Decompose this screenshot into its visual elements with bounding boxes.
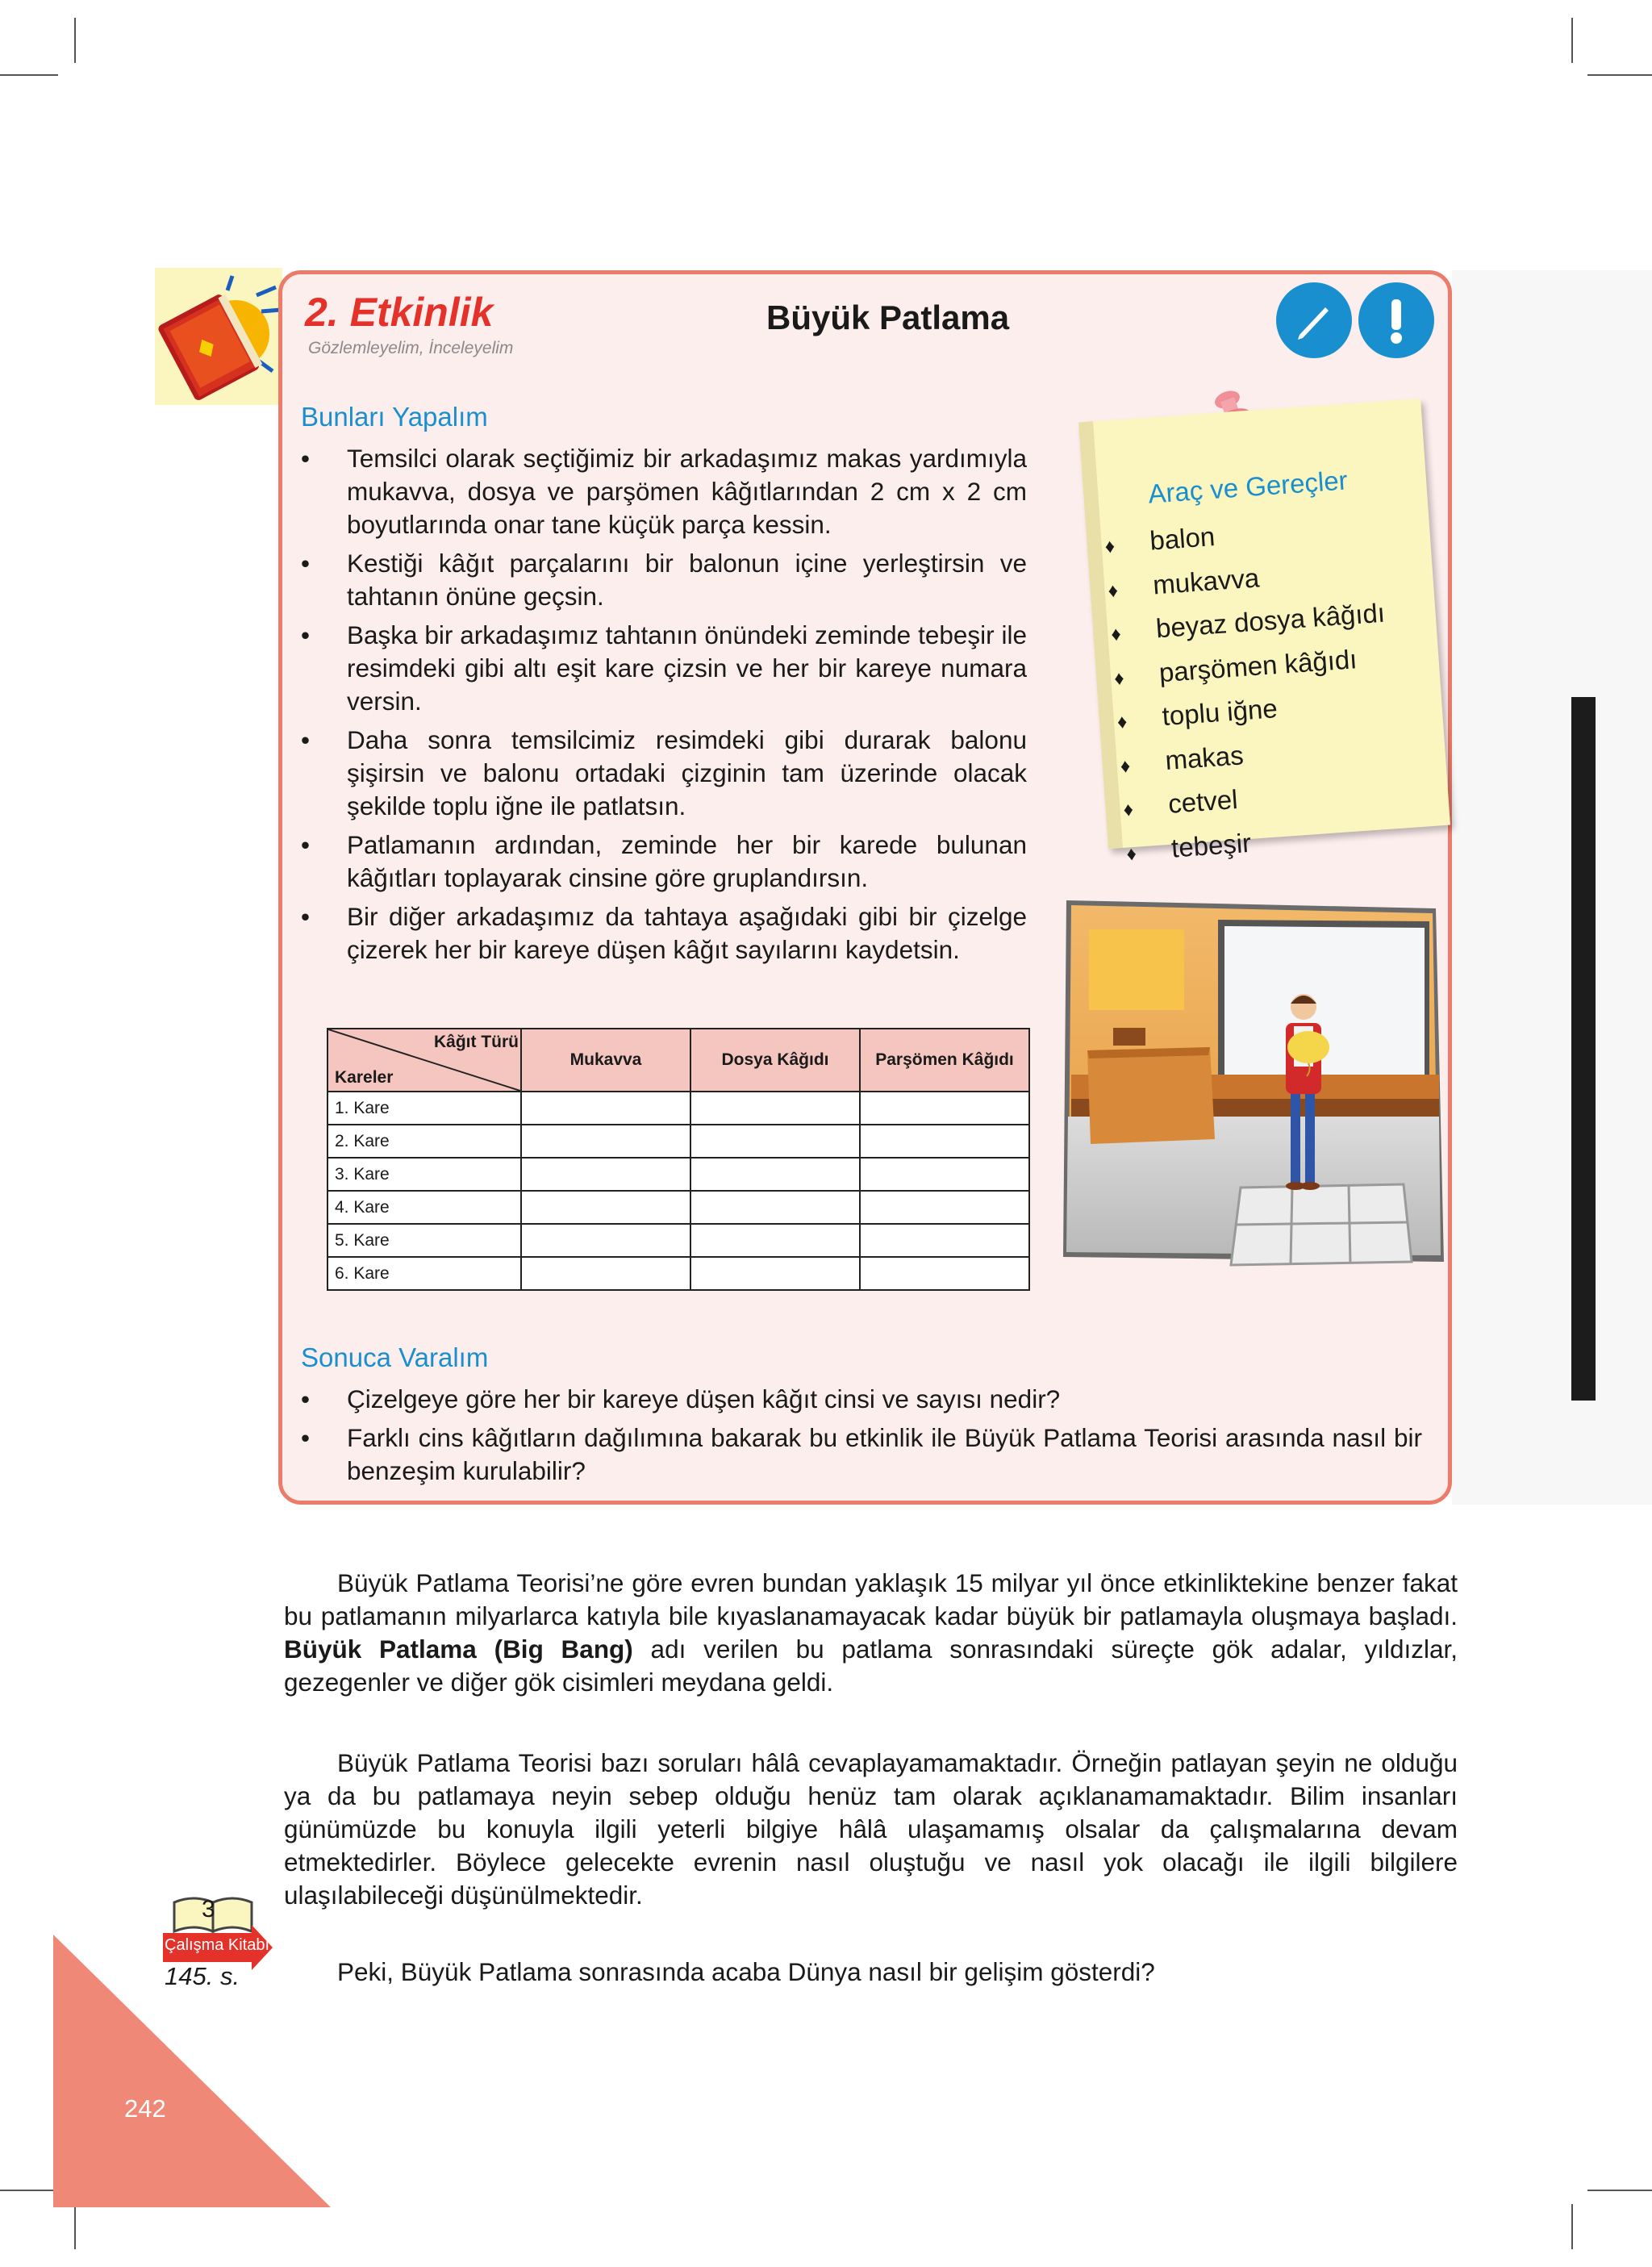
- activity-title: Büyük Patlama: [766, 299, 1010, 336]
- crop-mark: [0, 74, 58, 76]
- crop-mark: [1571, 2204, 1573, 2249]
- exclamation-icon: [1372, 294, 1420, 346]
- tool-label: balon: [1149, 521, 1216, 556]
- table-cell: [690, 1158, 860, 1191]
- pencil-badge: [1276, 282, 1352, 358]
- diamond-bullet-icon: ♦: [1103, 535, 1116, 558]
- bold-term: Büyük Patlama (Big Bang): [284, 1634, 633, 1664]
- table-cell: [690, 1257, 860, 1290]
- table-cell: [690, 1125, 860, 1158]
- body-paragraph-2: Büyük Patlama Teorisi bazı soruları hâlâ cevaplayamamaktadır. Örneğin patlayan şeyin ne olduğu ya da bu patlamaya neyin sebep olduğu henüz tam olarak açıklanamamaktadır. Bilim insanları günümüzde bu konuyla ilgili yeterli bilgiye hâlâ ulaşamamış olsalar da çalışmalarına devam etmektedirler. Böylece gelecekte evrenin nasıl oluştuğu ve nasıl yok olacağı ile ilgili bilgilere ulaşılabileceği düşünülmektedir.: [284, 1748, 1458, 1910]
- table-cell: [860, 1191, 1029, 1224]
- list-item: • Başka bir arkadaşımız tahtanın önündeki zeminde tebeşir ile resimdeki gibi altı eşit kare çizsin ve her bir kareye numara versin.: [301, 619, 1027, 718]
- section-heading-do: Bunları Yapalım: [301, 402, 488, 432]
- body-paragraph-3: Peki, Büyük Patlama sonrasında acaba Dünya nasıl bir gelişim gösterdi?: [337, 1957, 1155, 1986]
- row-label: 4. Kare: [327, 1191, 521, 1224]
- table-row: [327, 1158, 1029, 1191]
- table-column-header: Mukavva: [521, 1029, 690, 1092]
- tool-label: mukavva: [1151, 562, 1261, 599]
- row-label: 2. Kare: [327, 1125, 521, 1158]
- list-item: • Patlamanın ardından, zeminde her bir karede bulunan kâğıtları toplayarak cinsine göre gruplandırsın.: [301, 829, 1027, 895]
- tool-label: parşömen kâğıdı: [1158, 643, 1358, 687]
- table-cell: [860, 1125, 1029, 1158]
- table-cell: [521, 1224, 690, 1257]
- tools-note-card: [1078, 399, 1450, 866]
- steps-list: [301, 442, 1027, 972]
- diamond-bullet-icon: ♦: [1116, 711, 1128, 733]
- crop-mark: [1571, 18, 1573, 63]
- table-row: [327, 1125, 1029, 1158]
- page-number: 242: [124, 2094, 166, 2123]
- book-stack-icon: [155, 271, 284, 400]
- tools-title: Araç ve Gereçler: [1147, 465, 1349, 509]
- tool-label: cetvel: [1166, 783, 1239, 819]
- table-corner-cell: [327, 1029, 521, 1092]
- activity-subtitle: Gözlemleyelim, İnceleyelim: [308, 339, 514, 357]
- table-header-row: [327, 1029, 1029, 1092]
- tools-list: [1103, 505, 1402, 875]
- row-label: 3. Kare: [327, 1158, 521, 1191]
- questions-list: [301, 1383, 1422, 1493]
- paragraph-text: adı verilen bu patlama sonrasındaki süreçte gök adalar, yıldızlar, gezegenler ve diğer gök cisimleri meydana geldi.: [284, 1634, 1458, 1697]
- crop-mark: [74, 18, 76, 63]
- list-item: • Bir diğer arkadaşımız da tahtaya aşağıdaki gibi bir çizelge çizerek her bir kareye düşen kâğıt sayılarını kaydetsin.: [301, 900, 1027, 967]
- diamond-bullet-icon: ♦: [1107, 579, 1119, 602]
- table-cell: [690, 1092, 860, 1125]
- table-cell: [860, 1224, 1029, 1257]
- tool-label: toplu iğne: [1161, 693, 1279, 732]
- table-corner-bottom: Kareler: [335, 1068, 394, 1087]
- workbook-label: Çalışma Kitabı: [165, 1936, 270, 1954]
- pencil-icon: [1290, 296, 1338, 344]
- workbook-number: 3: [202, 1896, 215, 1923]
- row-label: 5. Kare: [327, 1224, 521, 1257]
- table-cell: [690, 1224, 860, 1257]
- table-cell: [521, 1158, 690, 1191]
- diamond-bullet-icon: ♦: [1122, 798, 1134, 821]
- table-cell: [521, 1125, 690, 1158]
- right-margin-shade: [1452, 270, 1652, 1505]
- list-item: • Çizelgeye göre her bir kareye düşen kâğıt cinsi ve sayısı nedir?: [301, 1383, 1422, 1416]
- section-heading-result: Sonuca Varalım: [301, 1342, 489, 1372]
- table-cell: [860, 1257, 1029, 1290]
- exclamation-badge: [1358, 282, 1434, 358]
- diamond-bullet-icon: ♦: [1125, 842, 1137, 866]
- side-tab-bar: [1571, 697, 1596, 1401]
- list-item: • Daha sonra temsilcimiz resimdeki gibi durarak balonu şişirsin ve balonu ortadaki çizginin tam üzerinde olacak şekilde toplu iğne ile patlatsın.: [301, 724, 1027, 823]
- list-item: • Temsilci olarak seçtiğimiz bir arkadaşımız makas yardımıyla mukavva, dosya ve parşömen kâğıtlarından 2 cm x 2 cm boyutlarında onar tane küçük parça kessin.: [301, 442, 1027, 541]
- row-label: 6. Kare: [327, 1257, 521, 1290]
- table-column-header: Dosya Kâğıdı: [690, 1029, 860, 1092]
- table-corner-top: Kâğıt Türü: [434, 1033, 519, 1051]
- table-cell: [521, 1092, 690, 1125]
- crop-mark: [1587, 2190, 1652, 2191]
- paragraph-text: Büyük Patlama Teorisi’ne göre evren bundan yaklaşık 15 milyar yıl önce etkinliktekine benzer fakat bu patlamanın milyarlarca katıyla bile kıyaslanamayacak kadar büyük bir patlamayla oluşmaya başladı.: [284, 1568, 1458, 1630]
- table-row: [327, 1224, 1029, 1257]
- table-row: [327, 1257, 1029, 1290]
- results-table: [327, 1028, 1030, 1291]
- table-cell: [521, 1257, 690, 1290]
- row-label: 1. Kare: [327, 1092, 521, 1125]
- table-cell: [860, 1158, 1029, 1191]
- table-cell: [860, 1092, 1029, 1125]
- diamond-bullet-icon: ♦: [1113, 666, 1125, 690]
- table-cell: [521, 1191, 690, 1224]
- classroom-illustration: [1057, 897, 1448, 1276]
- activity-number: 2. Etkinlik: [305, 290, 494, 335]
- diamond-bullet-icon: ♦: [1110, 623, 1122, 646]
- table-column-header: Parşömen Kâğıdı: [860, 1029, 1029, 1092]
- workbook-page-ref: 145. s.: [165, 1962, 240, 1990]
- tool-label: makas: [1164, 739, 1245, 775]
- tool-label: tebeşir: [1170, 827, 1253, 863]
- table-cell: [690, 1191, 860, 1224]
- table-row: [327, 1092, 1029, 1125]
- table-row: [327, 1191, 1029, 1224]
- list-item: • Kestiği kâğıt parçalarını bir balonun içine yerleştirsin ve tahtanın önüne geçsin.: [301, 547, 1027, 613]
- diamond-bullet-icon: ♦: [1119, 754, 1132, 778]
- crop-mark: [1587, 74, 1652, 76]
- list-item: • Farklı cins kâğıtların dağılımına bakarak bu etkinlik ile Büyük Patlama Teorisi arasında nasıl bir benzeşim kurulabilir?: [301, 1422, 1422, 1488]
- body-paragraph-1: [284, 1567, 1458, 1699]
- tool-label: beyaz dosya kâğıdı: [1154, 597, 1387, 644]
